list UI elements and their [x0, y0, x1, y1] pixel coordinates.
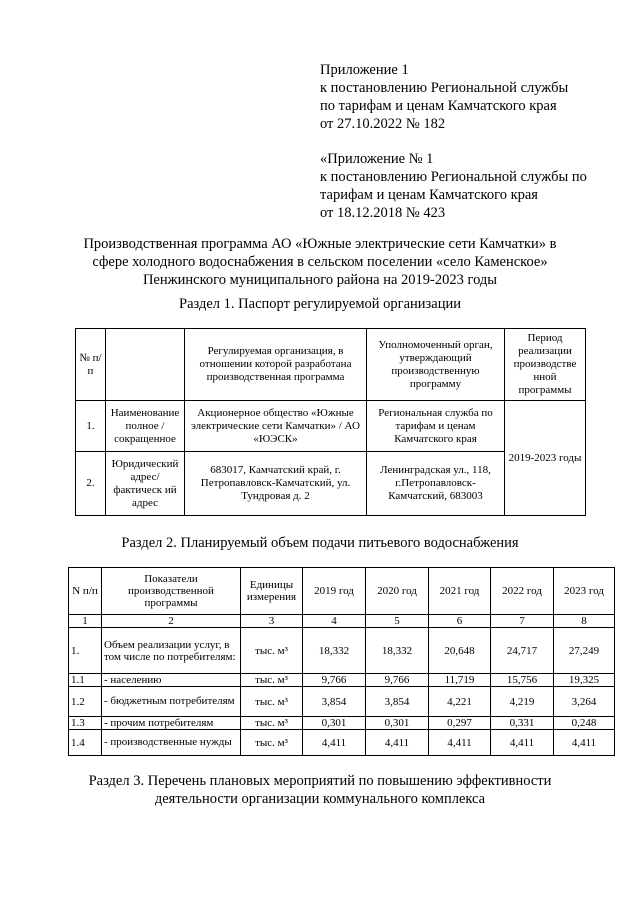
row-label: Наименование полное / сокращенное [106, 401, 185, 452]
header-cell-num: № п/п [76, 329, 106, 401]
row-value: 0,248 [554, 717, 615, 730]
row-value: 0,331 [491, 717, 554, 730]
header-cell: Единицы измерения [241, 568, 303, 615]
table-row [69, 674, 615, 687]
section-3-heading-line: Раздел 3. Перечень плановых мероприятий по повышению эффективности [88, 773, 552, 789]
row-value: 0,301 [303, 717, 366, 730]
table-row [76, 401, 586, 452]
section-1-heading: Раздел 1. Паспорт регулируемой организации [179, 296, 461, 312]
row-value: 4,411 [429, 730, 491, 756]
original-appendix-header-line: к постановлению Региональной службы по [320, 169, 587, 185]
row-value: 24,717 [491, 628, 554, 674]
row-name: - населению [102, 674, 241, 687]
row-name: Объем реализации услуг, в том числе по потребителям: [102, 628, 241, 674]
row-value: 3,854 [303, 687, 366, 717]
document-title-line: сфере холодного водоснабжения в сельском поселении «село Каменское» [92, 254, 548, 270]
row-value: 4,411 [554, 730, 615, 756]
row-value: 18,332 [366, 628, 429, 674]
header-cell: 2022 год [491, 568, 554, 615]
row-unit: тыс. м³ [241, 717, 303, 730]
table-row [69, 730, 615, 756]
row-value: 4,411 [366, 730, 429, 756]
header-cell: 2021 год [429, 568, 491, 615]
original-appendix-header-line: «Приложение № 1 [320, 151, 434, 167]
section-2-heading: Раздел 2. Планируемый объем подачи питьевого водоснабжения [121, 535, 519, 551]
column-number: 1 [69, 615, 102, 628]
original-appendix-header [320, 150, 587, 222]
header-cell-org: Регулируемая организация, в отношении которой разработана производственная программа [185, 329, 367, 401]
header-cell-authority: Уполномоченный орган, утверждающий производственную программу [367, 329, 505, 401]
table-row [69, 628, 615, 674]
column-number: 2 [102, 615, 241, 628]
row-name: - прочим потребителям [102, 717, 241, 730]
appendix-header-line: к постановлению Региональной службы [320, 80, 569, 96]
table-row [69, 687, 615, 717]
document-title [60, 235, 580, 289]
row-authority: Ленинградская ул., 118, г.Петропавловск-Камчатский, 683003 [367, 452, 505, 516]
header-cell-period: Период реализации производстве нной программы [505, 329, 586, 401]
appendix-header-line: Приложение 1 [320, 62, 409, 78]
row-num: 1.1 [69, 674, 102, 687]
document-title-line: Пенжинского муниципального района на 2019-2023 годы [142, 272, 498, 288]
header-cell-blank [106, 329, 185, 401]
header-cell: 2020 год [366, 568, 429, 615]
row-num: 1.2 [69, 687, 102, 717]
row-unit: тыс. м³ [241, 687, 303, 717]
row-value: 11,719 [429, 674, 491, 687]
row-value: 19,325 [554, 674, 615, 687]
section-3-heading-line: деятельности организации коммунального комплекса [154, 791, 486, 807]
table-row [69, 717, 615, 730]
row-name: - бюджетным потребителям [102, 687, 241, 717]
row-value: 4,221 [429, 687, 491, 717]
row-value: 27,249 [554, 628, 615, 674]
row-num: 1. [76, 401, 106, 452]
column-number: 4 [303, 615, 366, 628]
header-cell: N п/п [69, 568, 102, 615]
header-cell: Показатели производственной программы [102, 568, 241, 615]
row-authority: Региональная служба по тарифам и ценам Камчатского края [367, 401, 505, 452]
column-number: 7 [491, 615, 554, 628]
row-num: 1.4 [69, 730, 102, 756]
water-supply-volume-table [68, 567, 615, 756]
organization-passport-table [75, 328, 586, 516]
header-cell: 2019 год [303, 568, 366, 615]
header-cell: 2023 год [554, 568, 615, 615]
column-number: 5 [366, 615, 429, 628]
row-num: 2. [76, 452, 106, 516]
row-org: 683017, Камчатский край, г. Петропавловск-Камчатский, ул. Тундровая д. 2 [185, 452, 367, 516]
row-value: 0,297 [429, 717, 491, 730]
table-header-row [76, 329, 586, 401]
row-org: Акционерное общество «Южные электрические сети Камчатки» / АО «ЮЭСК» [185, 401, 367, 452]
column-number: 6 [429, 615, 491, 628]
row-value: 3,854 [366, 687, 429, 717]
document-title-line: Производственная программа АО «Южные электрические сети Камчатки» в [83, 236, 557, 252]
row-value: 0,301 [366, 717, 429, 730]
row-value: 9,766 [366, 674, 429, 687]
column-number: 3 [241, 615, 303, 628]
original-appendix-header-line: тарифам и ценам Камчатского края [320, 187, 538, 203]
row-value: 18,332 [303, 628, 366, 674]
appendix-header-line: от 27.10.2022 № 182 [320, 116, 446, 132]
original-appendix-header-line: от 18.12.2018 № 423 [320, 205, 446, 221]
row-unit: тыс. м³ [241, 628, 303, 674]
row-num: 1. [69, 628, 102, 674]
row-value: 15,756 [491, 674, 554, 687]
row-num: 1.3 [69, 717, 102, 730]
row-unit: тыс. м³ [241, 730, 303, 756]
row-value: 4,411 [491, 730, 554, 756]
row-label: Юридический адрес/фактическ ий адрес [106, 452, 185, 516]
appendix-header [320, 61, 568, 133]
row-value: 9,766 [303, 674, 366, 687]
row-unit: тыс. м³ [241, 674, 303, 687]
row-value: 4,219 [491, 687, 554, 717]
row-value: 3,264 [554, 687, 615, 717]
section-3-heading [40, 772, 600, 808]
column-number: 8 [554, 615, 615, 628]
period-cell: 2019-2023 годы [505, 401, 586, 516]
row-value: 20,648 [429, 628, 491, 674]
column-number-row [69, 615, 615, 628]
table-header-row [69, 568, 615, 615]
row-value: 4,411 [303, 730, 366, 756]
appendix-header-line: по тарифам и ценам Камчатского края [320, 98, 557, 114]
row-name: - производственные нужды [102, 730, 241, 756]
